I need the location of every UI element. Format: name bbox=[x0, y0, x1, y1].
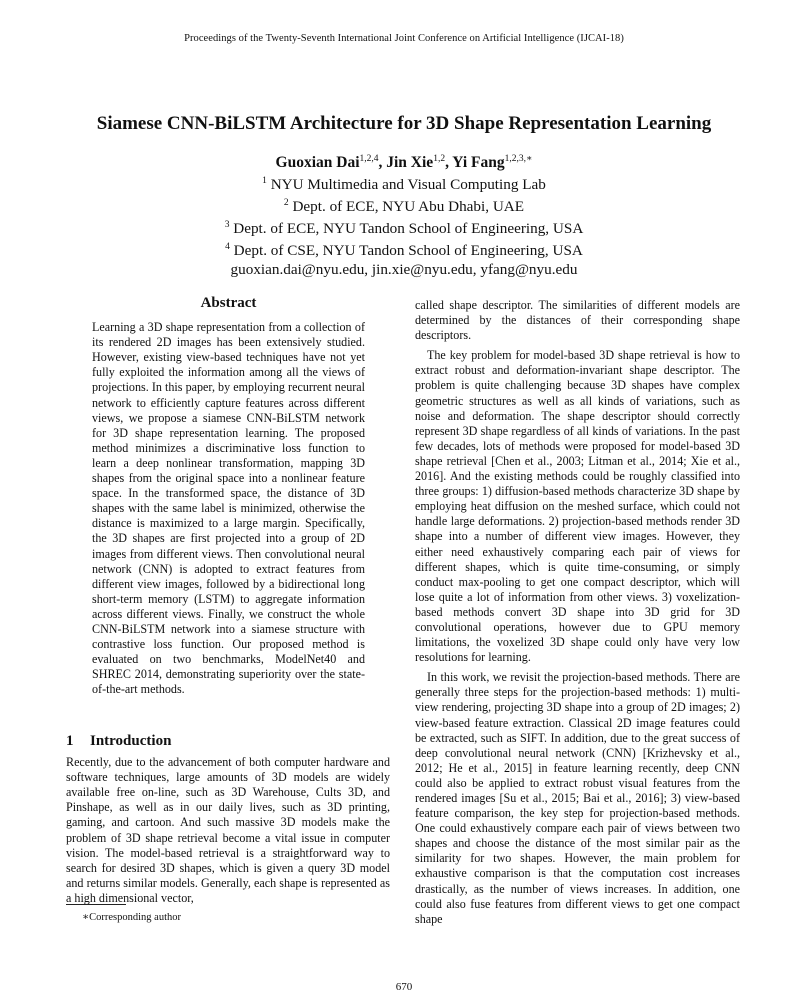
affiliation-text: Dept. of CSE, NYU Tandon School of Engineering, USA bbox=[233, 242, 583, 260]
paper-title: Siamese CNN-BiLSTM Architecture for 3D Shape Representation Learning bbox=[96, 113, 712, 134]
page-number: 670 bbox=[395, 981, 413, 993]
body-paragraph: called shape descriptor. The similarities of different models are determined by the distances of their corresponding shape descriptors. bbox=[415, 298, 740, 343]
affiliation-line bbox=[0, 194, 808, 216]
affiliation-mark: 1 bbox=[262, 176, 267, 186]
section-number: 1 bbox=[66, 733, 74, 749]
section-heading bbox=[66, 734, 390, 749]
section-title: Introduction bbox=[90, 733, 172, 749]
footnote-rule bbox=[66, 904, 126, 905]
affiliation-text: Dept. of ECE, NYU Abu Dhabi, UAE bbox=[292, 198, 525, 216]
affiliation-mark: 2 bbox=[283, 198, 289, 209]
abstract-body: Learning a 3D shape representation from a collection of its rendered 2D images has been extensively studied. However, existing view-based techniques have not yet fully exploited the information among all the views of projections. In this paper, by employing recurrent neural network to efficiently capture features across different views, we propose a siamese CNN-BiLSTM network for 3D shape representation learning. The proposed method minimizes a discriminative loss function to learn a deep nonlinear transformation, mapping 3D shapes from the original space into a nonlinear feature space. In the transformed space, the distance of 3D shapes with the same label is minimized, otherwise the distance is maximized to a large margin. Specifically, the 3D shapes are first projected into a group of 2D images from different views. Then convolutional neural network (CNN) is adopted to extract features from different view images, followed by a bidirectional long short-term memory (LSTM) to aggregate information across different views. Finally, we construct the whole CNN-BiLSTM network into a siamese structure with contrastive loss function. Our proposed method is evaluated on two benchmarks, ModelNet40 and SHREC 2014, demonstrating superiority over the state-of-the-art methods. bbox=[92, 320, 365, 697]
author-affiliation-marks: 1,2 bbox=[433, 154, 446, 164]
affiliation-mark: 3 bbox=[224, 220, 230, 231]
footnote: ∗Corresponding author bbox=[82, 912, 181, 923]
introduction-paragraph: Recently, due to the advancement of both computer hardware and software techniques, large amounts of 3D models are widely available free on-line, such as 3D Warehouse, Cults 3D, and Pinshape, as well as in our daily lives, such as 3D printing, gaming, and cartoon. And such massive 3D models make the problem of 3D shape retrieval become a vital issue in computer vision. The model-based retrieval is a straightforward way to search for desired 3D shapes, which is given a query 3D model and returns similar models. Generally, each shape is represented as a high dimensional vector, bbox=[66, 755, 390, 905]
affiliation-text: NYU Multimedia and Visual Computing Lab bbox=[270, 176, 546, 194]
abstract-heading: Abstract bbox=[200, 295, 257, 311]
author-separator: , bbox=[445, 154, 453, 172]
author-name: Jin Xie bbox=[386, 154, 434, 172]
author-list bbox=[0, 153, 808, 172]
author-emails: guoxian.dai@nyu.edu, jin.xie@nyu.edu, yfang@nyu.edu bbox=[230, 261, 578, 279]
body-paragraph: In this work, we revisit the projection-based methods. There are generally three steps for the projection-based methods: 1) multi-view rendering, projecting 3D shape into a group of 2D images; 2) view-based feature extraction. Classical 2D image features could be extracted, such as SIFT. In addition, due to the great success of deep convolutional neural network (CNN) [Krizhevsky et al., 2012; He et al., 2015] in feature learning recently, deep CNN could also be applied to extract robust visual features from the rendered images [Su et al., 2015; Bai et al., 2016]; 3) view-based feature comparison, the key step for projection-based methods. One could exhaustively compare each pair of views between two shapes and choose the distance of the most similar pair as the similarity for two shapes. However, the main problem for exhaustive comparison is that the computation cost increases drastically, as the number of views increases. In addition, one could also fuse features from different views to get one compact shape bbox=[415, 670, 740, 926]
right-column bbox=[415, 298, 740, 927]
author-affiliation-marks: 1,2,4 bbox=[359, 154, 379, 164]
conference-header: Proceedings of the Twenty-Seventh International Joint Conference on Artificial Intelligence (IJCAI-18) bbox=[184, 33, 624, 44]
author-name: Yi Fang bbox=[452, 154, 505, 172]
author-affiliation-marks: 1,2,3,∗ bbox=[504, 154, 533, 164]
affiliation-text: Dept. of ECE, NYU Tandon School of Engineering, USA bbox=[233, 220, 584, 238]
abstract-section bbox=[92, 296, 365, 697]
affiliation-block bbox=[0, 172, 808, 279]
introduction-section bbox=[66, 734, 390, 906]
affiliation-line bbox=[0, 238, 808, 260]
affiliation-line bbox=[0, 172, 808, 194]
affiliation-mark: 4 bbox=[225, 242, 230, 253]
body-paragraph: The key problem for model-based 3D shape retrieval is how to extract robust and deformation-invariant shape descriptor. The problem is quite challenging because 3D shapes have complex geometric structures as well as all kinds of variations, such as noise and deformation. The shape descriptor should correctly represent 3D shape regardless of all kinds of variations. In the past few decades, lots of methods were proposed for model-based 3D shape retrieval [Chen et al., 2003; Litman et al., 2014; Xie et al., 2016]. And the existing methods could be roughly classified into three groups: 1) diffusion-based methods characterize 3D shape by employing heat diffusion on the meshed surface, which could not handle large deformations. 2) projection-based methods render 3D shape into a number of different view images. However, they either need exhaustively comparing each pair of views for different shapes, which is quite time-consuming, or simply conduct max-pooling to get one compact descriptor, which will lose quite a lot of information from other views. 3) voxelization-based methods convert 3D shape into 3D grid for 3D convolutional operations, however due to GPU memory limitations, the voxelized 3D shape could only have very low resolutions for learning. bbox=[415, 348, 740, 665]
author-separator: , bbox=[378, 154, 387, 172]
author-name: Guoxian Dai bbox=[275, 154, 360, 172]
affiliation-line bbox=[0, 216, 808, 238]
